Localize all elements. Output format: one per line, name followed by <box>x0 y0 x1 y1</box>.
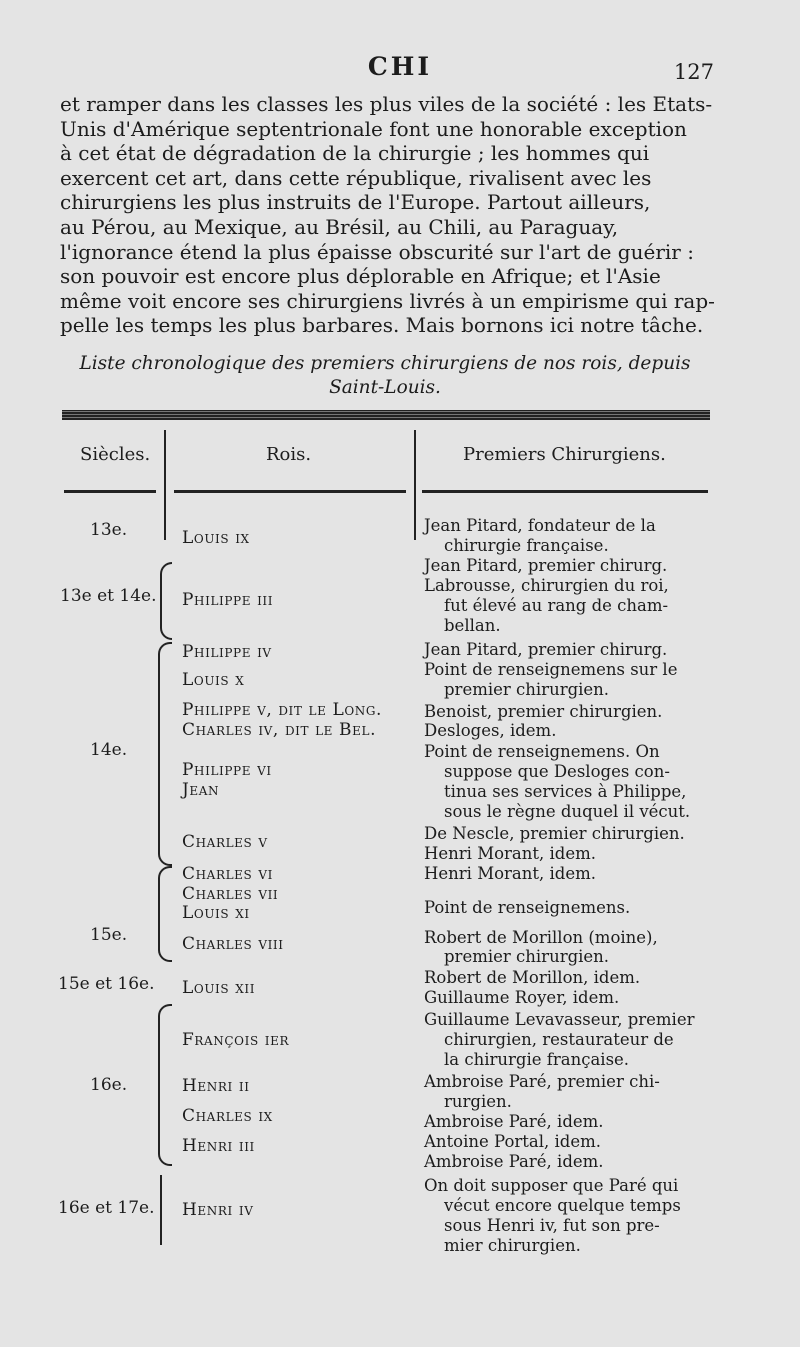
caption-line: Liste chronologique des premiers chirurgiens de nos rois, depuis <box>79 353 691 374</box>
century-brace <box>158 1004 172 1166</box>
table-caption <box>60 352 710 400</box>
surgeon-line: Ambroise Paré, premier chi- <box>424 1072 660 1091</box>
king-name: Charles viii <box>182 934 284 954</box>
surgeon-line: Benoist, premier chirurgien. <box>424 702 663 721</box>
king-name: François ier <box>182 1030 290 1050</box>
surgeon-line: vécut encore quelque temps <box>444 1196 681 1215</box>
surgeon-line: Henri Morant, idem. <box>424 864 596 883</box>
surgeon-line: Antoine Portal, idem. <box>424 1132 602 1151</box>
body-line: l'ignorance étend la plus épaisse obscurité sur l'art de guérir : <box>60 239 694 264</box>
king-name: Charles ix <box>182 1106 273 1126</box>
surgeon-line: rurgien. <box>444 1092 512 1111</box>
running-title: CHI <box>367 52 433 81</box>
king-name: Philippe iii <box>182 590 274 610</box>
surgeon-line: fut élevé au rang de cham- <box>444 596 669 615</box>
surgeon-line: sous le règne duquel il vécut. <box>444 802 691 821</box>
king-name: Philippe iv <box>182 642 272 662</box>
surgeon-line: Desloges, idem. <box>424 721 557 740</box>
king-name: Charles vi <box>182 864 273 884</box>
surgeon-line: Point de renseignemens sur le <box>424 660 678 679</box>
surgeon-line: Jean Pitard, premier chirurg. <box>424 640 668 659</box>
body-line: chirurgiens les plus instruits de l'Europe. Partout ailleurs, <box>60 190 651 215</box>
body-line: exercent cet art, dans cette république, rivalisent avec les <box>60 165 652 190</box>
column-separator <box>160 1175 162 1245</box>
surgeon-line: Guillaume Levavasseur, premier <box>424 1010 695 1029</box>
surgeon-line: mier chirurgien. <box>444 1236 581 1255</box>
century-label: 13e et 14e. <box>60 586 157 606</box>
body-line: pelle les temps les plus barbares. Mais bornons ici notre tâche. <box>60 313 704 338</box>
surgeon-line: Point de renseignemens. <box>424 898 631 917</box>
king-name: Charles v <box>182 832 268 852</box>
surgeon-line: sous Henri iv, fut son pre- <box>444 1216 660 1235</box>
page-number: 127 <box>673 60 714 84</box>
king-name: Henri iv <box>182 1200 254 1220</box>
surgeon-line: la chirurgie française. <box>444 1050 630 1069</box>
column-separator <box>414 430 416 540</box>
surgeon-line: On doit supposer que Paré qui <box>424 1176 679 1195</box>
century-label: 15e. <box>90 925 128 945</box>
surgeon-line: chirurgie française. <box>444 536 609 555</box>
header-chirurgiens: Premiers Chirurgiens. <box>463 444 666 465</box>
surgeon-line: Jean Pitard, premier chirurg. <box>424 556 668 575</box>
body-line: au Pérou, au Mexique, au Brésil, au Chili, au Paraguay, <box>60 214 619 239</box>
century-label: 13e. <box>90 520 128 540</box>
surgeon-line: De Nescle, premier chirurgien. <box>424 824 685 843</box>
king-name: Louis xi <box>182 903 250 923</box>
century-label: 15e et 16e. <box>58 974 155 994</box>
surgeon-line: bellan. <box>444 616 501 635</box>
king-name: Louis xii <box>182 978 256 998</box>
century-label: 16e et 17e. <box>58 1198 155 1218</box>
body-line: son pouvoir est encore plus déplorable en Afrique; et l'Asie <box>60 264 661 289</box>
body-line: et ramper dans les classes les plus viles de la société : les Etats- <box>60 92 713 116</box>
surgeon-line: Ambroise Paré, idem. <box>424 1112 604 1131</box>
king-name: Charles vii <box>182 884 279 904</box>
king-name: Philippe vi <box>182 760 272 780</box>
surgeon-line: Robert de Morillon, idem. <box>424 968 641 987</box>
surgeon-line: premier chirurgien. <box>444 680 610 699</box>
table-top-rule <box>62 410 710 420</box>
body-line: même voit encore ses chirurgiens livrés à un empirisme qui rap- <box>60 288 715 313</box>
caption-line: Saint-Louis. <box>329 377 441 398</box>
surgeon-line: Labrousse, chirurgien du roi, <box>424 576 669 595</box>
surgeon-line: premier chirurgien. <box>444 947 610 966</box>
header-rois: Rois. <box>266 444 312 465</box>
surgeon-line: Robert de Morillon (moine), <box>424 928 658 947</box>
king-name: Jean <box>182 780 220 800</box>
king-name: Henri ii <box>182 1076 250 1096</box>
king-name: Henri iii <box>182 1136 255 1156</box>
surgeon-line: tinua ses services à Philippe, <box>444 782 687 801</box>
column-separator <box>164 430 166 540</box>
century-brace <box>158 866 172 962</box>
header-rule <box>422 490 708 493</box>
surgeon-line: Henri Morant, idem. <box>424 844 596 863</box>
body-line: Unis d'Amérique septentrionale font une honorable exception <box>60 116 687 141</box>
surgeon-line: Guillaume Royer, idem. <box>424 988 620 1007</box>
king-name: Louis ix <box>182 528 250 548</box>
surgeon-line: Point de renseignemens. On <box>424 742 660 761</box>
surgeon-line: suppose que Desloges con- <box>444 762 670 781</box>
body-line: à cet état de dégradation de la chirurgie ; les hommes qui <box>60 141 650 166</box>
header-rule <box>174 490 406 493</box>
king-name: Louis x <box>182 670 245 690</box>
king-name: Charles iv, dit le Bel. <box>182 720 377 740</box>
body-paragraph <box>60 92 715 338</box>
century-brace <box>158 642 172 866</box>
surgeon-line: Jean Pitard, fondateur de la <box>424 516 656 535</box>
surgeon-line: chirurgien, restaurateur de <box>444 1030 674 1049</box>
century-label: 14e. <box>90 740 128 760</box>
surgeon-line: Ambroise Paré, idem. <box>424 1152 604 1171</box>
header-rule <box>64 490 156 493</box>
header-siecles: Siècles. <box>80 444 151 465</box>
king-name: Philippe v, dit le Long. <box>182 700 383 720</box>
century-brace <box>160 562 172 640</box>
century-label: 16e. <box>90 1075 128 1095</box>
